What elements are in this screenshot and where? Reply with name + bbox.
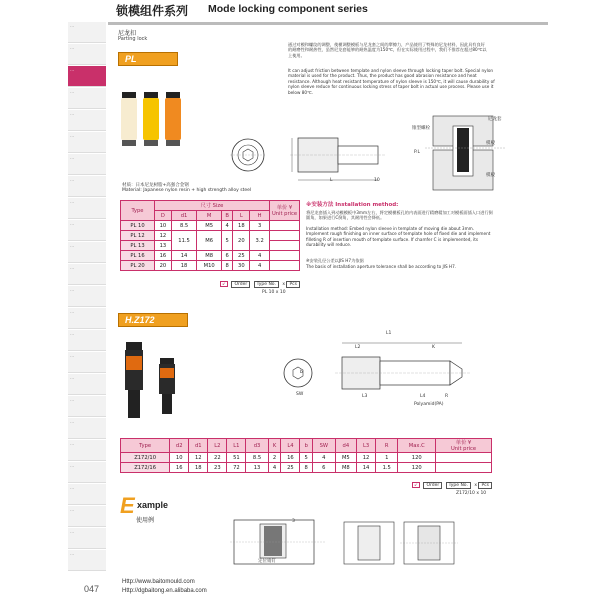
hz-order-type-no: Type No. [446,482,471,489]
pl-col-header: B [221,211,232,221]
table-cell: 16 [281,453,300,463]
sidebar-tab[interactable]: ... [68,396,106,417]
table-cell: 8 [221,261,232,271]
hz-dim-l3: L3 [362,394,368,399]
sidebar-tab[interactable]: ... [68,110,106,131]
pl-dim-10: 10 [374,178,380,183]
table-cell: M5 [197,221,222,231]
pl-th-price-unit: Unit price [271,211,298,217]
example-label-cn: 定位销钉 [258,559,276,564]
sidebar-tab[interactable]: ... [68,418,106,439]
table-cell [270,261,300,271]
table-cell [436,463,492,473]
sidebar-tab[interactable]: ... [68,506,106,527]
table-row [121,453,492,463]
pl-order-line: ↙ Order Type No. x Pcs [220,281,302,288]
pl-description-cn: 通过对模和螺纹的调整，使模调整模板与尼龙套之间的摩擦力，产品使用了特殊的尼龙材料，因此具有良好的耐磨性和耐热性，虽然尼龙套能够的耐热温度为150℃，但在实际使用过程中，我们不推荐在超过80℃以上使用。 [288,42,487,58]
hz-col-header: Type [121,439,170,453]
table-cell: 1.5 [376,463,398,473]
footer-url-1[interactable]: Http://www.baitomould.com [122,579,195,585]
install-basis-en: The basis of installation aperture tolerance shall be according to JIS H7. [306,264,457,269]
sidebar-tab[interactable]: ... [68,66,106,87]
sidebar-tab[interactable]: ... [68,330,106,351]
table-row [121,231,300,241]
hz-product-photo [120,336,190,426]
table-cell: 13 [246,463,268,473]
table-cell: 3 [250,221,270,231]
header-title-en: Mode locking component series [208,3,368,15]
table-cell: 10 [155,221,172,231]
table-cell: 12 [189,453,208,463]
pl-order-type-no: Type No. [254,281,279,288]
table-cell: PL 16 [121,251,155,261]
sidebar-tab[interactable]: ... [68,352,106,373]
table-row [121,463,492,473]
table-cell [436,453,492,463]
hz-th-price [436,439,492,453]
sidebar-tab[interactable]: ... [68,528,106,549]
table-cell: 11.5 [171,231,197,251]
table-cell: 25 [281,463,300,473]
hz-dim-k: K [432,345,435,350]
hz-dim-b: b [300,370,303,375]
pl-label-template-a: 模板 [486,141,495,146]
sidebar-tab[interactable]: ... [68,88,106,109]
hz-th-price-label: 单价 ¥ [455,440,472,446]
table-cell: M8 [335,463,356,473]
hz-table-header [121,439,492,453]
sidebar-tab[interactable]: ... [68,484,106,505]
table-cell: M5 [335,453,356,463]
hz-col-header: K [268,439,281,453]
pl-col-header: D [155,211,172,221]
example-drawing-3 [400,518,460,568]
table-cell: 120 [398,463,436,473]
table-cell: M6 [197,231,222,251]
hz-order-example: Z172/10 x 10 [456,491,487,496]
table-cell: 8 [300,463,313,473]
hz-col-header: d1 [189,439,208,453]
sidebar-tab[interactable]: ... [68,22,106,43]
sidebar-tab[interactable]: ... [68,154,106,175]
pl-material-en: Material: Japanese nylon resin + high strength alloy steel [122,188,252,193]
sidebar-tab[interactable]: ... [68,132,106,153]
pl-th-type: Type [121,201,155,221]
sidebar-tab[interactable]: ... [68,198,106,219]
page-number: 047 [84,584,100,594]
hz-technical-drawing [280,335,490,405]
hz-col-header: d3 [246,439,268,453]
table-cell: 18 [171,261,197,271]
table-cell: 18 [233,221,250,231]
table-cell: 6 [221,251,232,261]
header-rule [108,22,548,25]
table-cell: PL 10 [121,221,155,231]
hz-col-header: b [300,439,313,453]
table-cell: 5 [221,231,232,251]
sidebar-tab[interactable]: ... [68,462,106,483]
table-cell: 10 [170,453,189,463]
table-cell: 20 [233,231,250,251]
table-cell: M8 [197,251,222,261]
table-cell: 6 [312,463,335,473]
example-title-e: E [120,493,135,518]
hz-order-pcs: Pcs [478,482,492,489]
hz-label-polyamid: Polyamid(PA) [414,402,444,407]
table-cell: PL 13 [121,241,155,251]
table-cell: 18 [189,463,208,473]
pl-product-photo [118,84,188,174]
table-cell: PL 12 [121,231,155,241]
pl-order-pcs: Pcs [286,281,300,288]
hz-dim-l2: L2 [355,345,361,350]
pl-description-en: It can adjust friction between template and nylon sleeve through locking taper bolt. Special nylon material is used for the product. Thus, the product has good abrasion resistance and heat resistance. Although heat resistant temperature of nylon sleeve is 150℃, it will cause durability of nylon sleeve reduce for continuous locking stress of taper bolt in actual use process. Please use it below 80℃. [288,68,495,95]
install-title: ※安装方法 Installation method: [306,202,399,208]
table-cell: 12 [357,453,376,463]
order-arrow-icon: ↙ [412,482,420,488]
pl-label-taper-bolt: 锥型螺栓 [412,126,430,131]
install-text-cn: 将尼龙套插入到动模模板中3mm左右，将定模模板孔的内表面进行精磨精加工对模板面插入口进行倒圆角，如果进行C倒角，其耐用性会降低。 [306,210,493,221]
table-cell: 23 [208,463,227,473]
pl-th-size: 尺寸 Size [155,201,270,211]
table-row [121,221,300,231]
example-drawing-2 [340,518,400,568]
table-cell: 2 [268,453,281,463]
hz-col-header: Max.C [398,439,436,453]
sidebar-tab[interactable]: ... [68,374,106,395]
hz-col-header: d2 [170,439,189,453]
pl-col-header: M [197,211,222,221]
sidebar-tab[interactable]: ... [68,264,106,285]
table-cell: 4 [268,463,281,473]
pl-label-nylon: 尼龙套 [488,117,502,122]
table-cell: 16 [170,463,189,473]
hz-dim-r: R [445,394,449,399]
hz-col-header: SW [312,439,335,453]
order-arrow-icon: ↙ [220,281,228,287]
table-cell: 4 [221,221,232,231]
table-cell: M10 [197,261,222,271]
pl-col-header: d1 [171,211,197,221]
table-cell: 3.2 [250,231,270,251]
example-drawing-1 [230,510,340,570]
hz-dim-l4: L4 [420,394,426,399]
sidebar-tab[interactable]: ... [68,286,106,307]
install-basis-cn: ※安装孔径公差以JIS H7为依据 [306,258,364,263]
hz-col-header: L1 [227,439,246,453]
hz-col-header: d4 [335,439,356,453]
table-cell [270,241,300,251]
sidebar-tab[interactable]: ... [68,440,106,461]
hz-order-line: ↙ Order Type No. x Pcs [412,482,494,489]
table-cell: 16 [155,251,172,261]
hz-badge: H.Z172 [118,313,188,327]
hz-col-header: L4 [281,439,300,453]
pl-dim-l: L [330,178,333,183]
pl-col-header: H [250,211,270,221]
example-title-rest: xample [137,500,169,510]
example-title-cn: 使用例 [136,517,155,524]
pl-th-price [270,201,300,221]
hz-th-price-unit: Unit price [450,446,477,452]
table-cell: 14 [357,463,376,473]
table-cell: 120 [398,453,436,463]
table-cell: 72 [227,463,246,473]
hz-order-label: Order [423,482,442,489]
table-cell: 20 [155,261,172,271]
table-cell: 13 [155,241,172,251]
table-cell: 4 [250,251,270,261]
table-cell: Z172/16 [121,463,170,473]
pl-th-price-label: 单价 ¥ [276,205,293,211]
pl-label-template-b: 模板 [486,173,495,178]
hz-col-header: L3 [357,439,376,453]
table-cell: 22 [208,453,227,463]
table-cell: 30 [233,261,250,271]
example-dim-3: 3 [292,519,295,524]
table-cell: 8.5 [246,453,268,463]
table-cell: PL 20 [121,261,155,271]
sidebar-tab[interactable]: ... [68,176,106,197]
pl-title-en: Parting lock [118,36,148,42]
table-cell: 14 [171,251,197,261]
pl-spec-table [120,200,300,271]
sidebar-tab[interactable]: ... [68,308,106,329]
header-title-cn: 锁模组件系列 [116,4,189,18]
sidebar-tab[interactable]: ... [68,220,106,241]
table-cell [270,221,300,231]
pl-material-cn: 材质：日本尼龙树脂+高强合金钢 [122,183,189,188]
sidebar [68,22,106,582]
table-cell [270,251,300,261]
table-cell: 5 [300,453,313,463]
hz-col-header: R [376,439,398,453]
table-cell: 12 [155,231,172,241]
sidebar-tab[interactable]: ... [68,242,106,263]
table-cell [270,231,300,241]
pl-label-pl: P.L [414,150,420,155]
table-cell: 25 [233,251,250,261]
hz-spec-table [120,438,492,473]
page-header [108,0,548,22]
pl-badge: PL [118,52,178,66]
pl-title-cn: 尼龙扣 [118,30,137,37]
sidebar-tab[interactable]: ... [68,44,106,65]
install-text-en: Installation method: Embed nylon sleeve in template of moving die about 3mm. Implement rough finishing on inner surface of template hole of fixed die and implement filleting R of insertion mouth of template surface. If chamfer C is implemented, its durability will reduce. [306,226,491,248]
table-row [121,261,300,271]
table-cell: 8.5 [171,221,197,231]
table-cell: 4 [250,261,270,271]
pl-order-example: PL 10 x 10 [262,290,286,295]
hz-dim-sw: SW [296,392,304,397]
table-cell: 51 [227,453,246,463]
footer-url-2[interactable]: Http://dgbaitong.en.alibaba.com [122,588,207,594]
table-cell: Z172/10 [121,453,170,463]
table-cell: 1 [376,453,398,463]
table-row [121,251,300,261]
pl-col-header: L [233,211,250,221]
sidebar-tab[interactable]: ... [68,550,106,571]
hz-col-header: L2 [208,439,227,453]
hz-dim-l1: L1 [386,331,392,336]
table-cell: 4 [312,453,335,463]
pl-order-label: Order [231,281,250,288]
